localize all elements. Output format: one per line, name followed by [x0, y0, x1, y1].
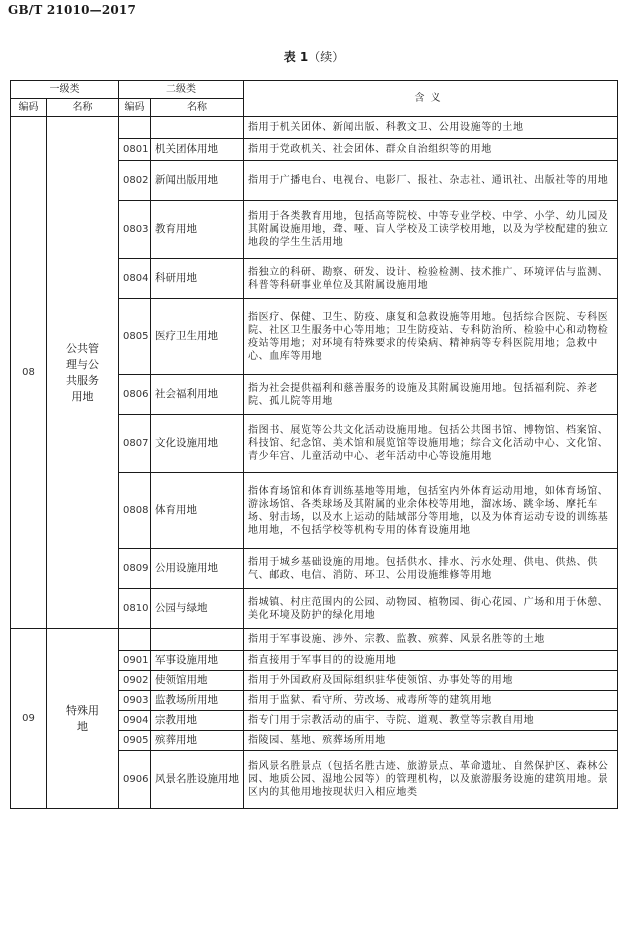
row-meaning: 指专门用于宗教活动的庙宇、寺院、道观、教堂等宗教自用地: [244, 711, 618, 731]
row-meaning: 指陵园、墓地、殡葬场所用地: [244, 731, 618, 751]
group-meaning: 指用于军事设施、涉外、宗教、监教、殡葬、风景名胜等的土地: [244, 629, 618, 651]
row-meaning: 指用于外国政府及国际组织驻华使领馆、办事处等的用地: [244, 671, 618, 691]
level2-code: 0807: [119, 415, 151, 473]
group-summary-row: [11, 117, 618, 139]
level2-name: 军事设施用地: [151, 651, 244, 671]
level2-header: 二级类: [119, 81, 244, 99]
row-meaning: 指用于党政机关、社会团体、群众自治组织等的用地: [244, 139, 618, 161]
level2-name: 教育用地: [151, 201, 244, 259]
row-meaning: 指用于城乡基础设施的用地。包括供水、排水、污水处理、供电、供热、供气、邮政、电信、消防、环卫、公用设施维修等用地: [244, 549, 618, 589]
level2-code: 0905: [119, 731, 151, 751]
table-caption: [0, 48, 628, 65]
level2-code: 0803: [119, 201, 151, 259]
header-row-top: [11, 81, 618, 99]
level2-name-empty: [151, 629, 244, 651]
level1-code: 09: [11, 629, 47, 809]
level2-name: 公园与绿地: [151, 589, 244, 629]
level2-name: 社会福利用地: [151, 375, 244, 415]
table-continued: （续）: [308, 50, 345, 64]
level2-name: 宗教用地: [151, 711, 244, 731]
level1-code: 08: [11, 117, 47, 629]
level2-code: 0810: [119, 589, 151, 629]
land-classification-table: [10, 80, 618, 809]
level2-name: 机关团体用地: [151, 139, 244, 161]
level2-code: 0802: [119, 161, 151, 201]
level2-code-header: 编码: [119, 99, 151, 117]
level2-code: 0902: [119, 671, 151, 691]
level2-code: 0809: [119, 549, 151, 589]
level2-name-header: 名称: [151, 99, 244, 117]
level2-name: 殡葬用地: [151, 731, 244, 751]
meaning-header: 含义: [244, 81, 618, 117]
group-summary-row: [11, 629, 618, 651]
level2-code: 0805: [119, 299, 151, 375]
level2-code: 0906: [119, 751, 151, 809]
level2-name: 新闻出版用地: [151, 161, 244, 201]
row-meaning: 指为社会提供福利和慈善服务的设施及其附属设施用地。包括福利院、养老院、孤儿院等用地: [244, 375, 618, 415]
level1-code-header: 编码: [11, 99, 47, 117]
row-meaning: 指直接用于军事目的的设施用地: [244, 651, 618, 671]
level2-name: 风景名胜设施用地: [151, 751, 244, 809]
row-meaning: 指风景名胜景点（包括名胜古迹、旅游景点、革命遗址、自然保护区、森林公园、地质公园、湿地公园等）的管理机构，以及旅游服务设施的建筑用地。景区内的其他用地按现状归入相应地类: [244, 751, 618, 809]
level2-code: 0904: [119, 711, 151, 731]
level2-name: 文化设施用地: [151, 415, 244, 473]
level2-code: 0901: [119, 651, 151, 671]
level2-name: 使领馆用地: [151, 671, 244, 691]
row-meaning: 指用于各类教育用地，包括高等院校、中等专业学校、中学、小学、幼儿园及其附属设施用地，聋、哑、盲人学校及工读学校用地，以及为学校配建的独立地段的学生生活用地: [244, 201, 618, 259]
row-meaning: 指用于广播电台、电视台、电影厂、报社、杂志社、通讯社、出版社等的用地: [244, 161, 618, 201]
row-meaning: 指城镇、村庄范围内的公园、动物园、植物园、街心花园、广场和用于休憩、美化环境及防护的绿化用地: [244, 589, 618, 629]
level2-code-empty: [119, 629, 151, 651]
level1-header: 一级类: [11, 81, 119, 99]
row-meaning: 指用于监狱、看守所、劳改场、戒毒所等的建筑用地: [244, 691, 618, 711]
level2-name: 公用设施用地: [151, 549, 244, 589]
level1-name-header: 名称: [47, 99, 119, 117]
level2-code-empty: [119, 117, 151, 139]
level2-name: 医疗卫生用地: [151, 299, 244, 375]
row-meaning: 指医疗、保健、卫生、防疫、康复和急救设施等用地。包括综合医院、专科医院、社区卫生服务中心等用地；卫生防疫站、专科防治所、检验中心和动物检疫站等用地；对环境有特殊要求的传染病、精神病等专科医院用地；急救中心、血库等用地: [244, 299, 618, 375]
table-label: 表 1: [283, 50, 309, 64]
level2-name: 监教场所用地: [151, 691, 244, 711]
level2-code: 0804: [119, 259, 151, 299]
level1-name: 公共管理与公共服务用地: [47, 117, 119, 629]
level2-name-empty: [151, 117, 244, 139]
row-meaning: 指独立的科研、勘察、研发、设计、检验检测、技术推广、环境评估与监测、科普等科研事业单位及其附属设施用地: [244, 259, 618, 299]
level2-code: 0903: [119, 691, 151, 711]
level2-name: 科研用地: [151, 259, 244, 299]
level2-name: 体育用地: [151, 473, 244, 549]
level2-code: 0806: [119, 375, 151, 415]
row-meaning: 指图书、展览等公共文化活动设施用地。包括公共图书馆、博物馆、档案馆、科技馆、纪念馆、美术馆和展览馆等设施用地；综合文化活动中心、文化馆、青少年宫、儿童活动中心、老年活动中心等设施用地: [244, 415, 618, 473]
group-meaning: 指用于机关团体、新闻出版、科教文卫、公用设施等的土地: [244, 117, 618, 139]
level1-name: 特殊用地: [47, 629, 119, 809]
level2-code: 0808: [119, 473, 151, 549]
row-meaning: 指体育场馆和体育训练基地等用地，包括室内外体育运动用地，如体育场馆、游泳场馆、各类球场及其附属的业余体校等用地，溜冰场、跳伞场、摩托车场、射击场，以及水上运动的陆域部分等用地，以及为体育运动专设的训练基地用地，不包括学校等机构专用的体育设施用地: [244, 473, 618, 549]
standard-code: GB/T 21010—2017: [8, 3, 137, 17]
level2-code: 0801: [119, 139, 151, 161]
